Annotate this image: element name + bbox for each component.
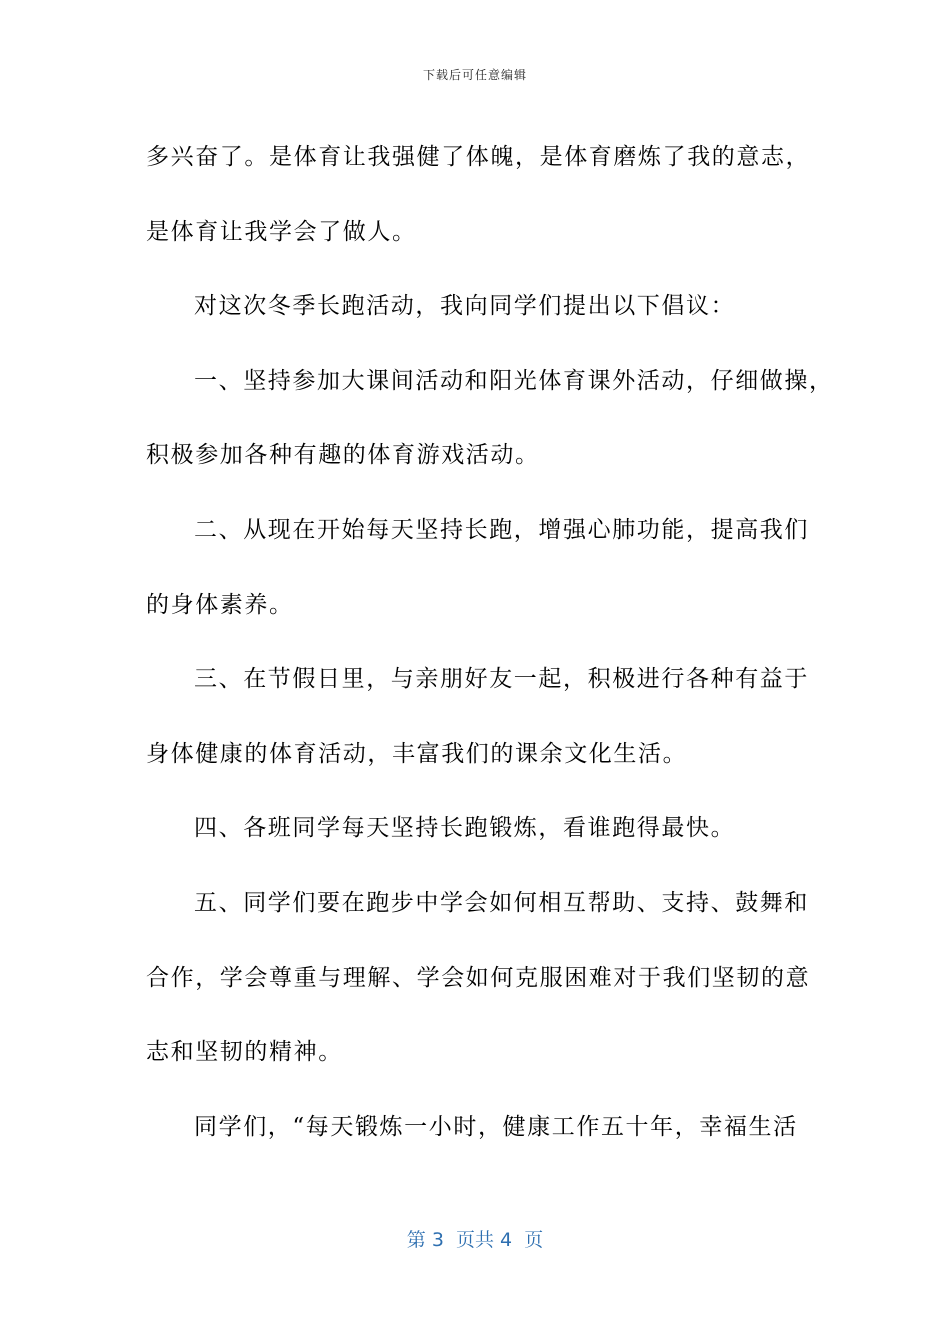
body-line: 一、坚持参加大课间活动和阳光体育课外活动，仔细做操， <box>194 367 834 394</box>
page-footer <box>0 1225 950 1252</box>
page-number-label: 第 3 页共 4 页 <box>406 1229 544 1251</box>
document-body <box>146 120 846 1164</box>
body-line: 多兴奋了。是体育让我强健了体魄，是体育磨炼了我的意志， <box>146 144 811 170</box>
body-line: 三、在节假日里，与亲朋好友一起，积极进行各种有益于 <box>194 666 809 693</box>
body-line: 五、同学们要在跑步中学会如何相互帮助、支持、鼓舞和 <box>194 889 809 916</box>
body-line: 是体育让我学会了做人。 <box>146 218 417 245</box>
body-line: 对这次冬季长跑活动，我向同学们提出以下倡议： <box>194 293 736 320</box>
body-line: 的身体素养。 <box>146 591 294 618</box>
body-line: 四、各班同学每天坚持长跑锻炼，看谁跑得最快。 <box>194 815 736 842</box>
body-line: 同学们，“每天锻炼一小时，健康工作五十年，幸福生活 <box>194 1113 798 1140</box>
body-line: 身体健康的体育活动，丰富我们的课余文化生活。 <box>146 740 688 767</box>
body-line: 积极参加各种有趣的体育游戏活动。 <box>146 442 540 469</box>
body-line: 二、从现在开始每天坚持长跑，增强心肺功能，提高我们 <box>194 516 809 543</box>
body-line: 志和坚韧的精神。 <box>146 1039 343 1066</box>
page-header-note: 下载后可任意编辑 <box>422 68 527 82</box>
body-line: 合作，学会尊重与理解、学会如何克服困难对于我们坚韧的意 <box>146 964 811 991</box>
